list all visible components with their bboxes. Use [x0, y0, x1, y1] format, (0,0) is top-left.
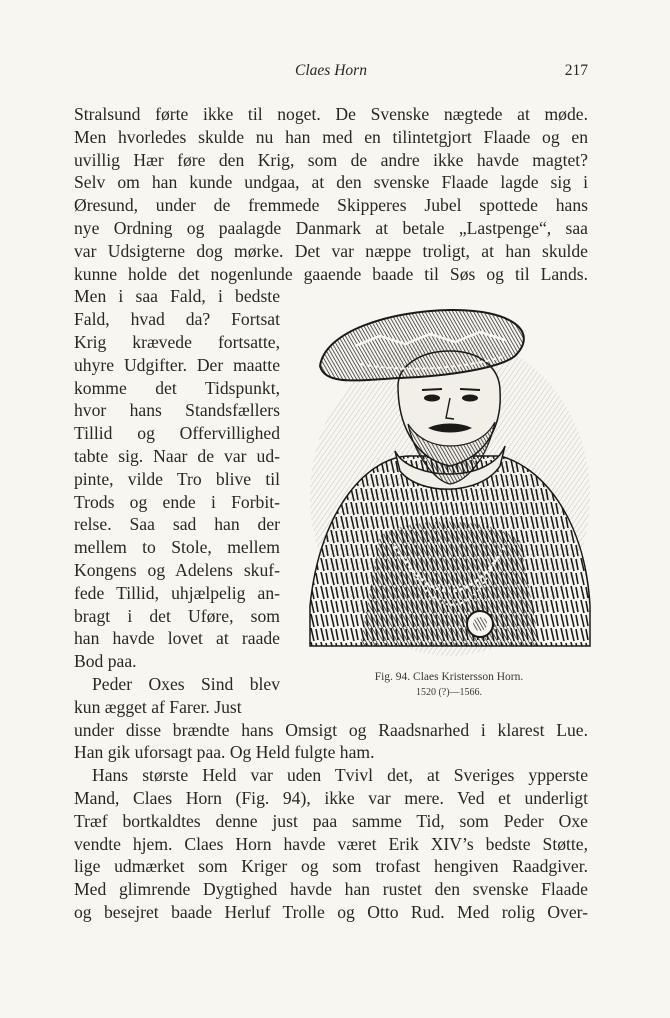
text-line: Mand, Claes Horn (Fig. 94), ikke var mere. Ved et underligt: [74, 787, 588, 808]
text-line: fede Tillid, uhjælpelig an-: [74, 582, 280, 603]
portrait-engraving: [300, 306, 592, 666]
text-line: kunne holde det nogenlunde gaaende baade til Søs og til Lands.: [74, 263, 588, 284]
text-line: tabte sig. Naar de var ud-: [74, 445, 280, 466]
text-line: Men i saa Fald, i bedste: [74, 286, 280, 307]
text-line: hvor hans Standsfællers: [74, 400, 280, 421]
text-line: bragt i det Uføre, som: [74, 605, 280, 626]
text-line: Krig krævede fortsatte,: [74, 331, 280, 352]
text-line: nye Ordning og paalagde Danmark at betale „Lastpenge“, saa: [74, 217, 588, 238]
text-line: Fald, hvad da? Fortsat: [74, 309, 280, 330]
text-line: Bod paa.: [74, 651, 137, 672]
paragraph-2-full: [74, 696, 588, 764]
text-line: Han gik uforsagt paa. Og Held fulgte ham.: [74, 742, 375, 763]
text-line: Tillid og Offervillighed: [74, 423, 280, 444]
text-line: under disse brændte hans Omsigt og Raadsnarhed i klarest Lue.: [74, 719, 588, 740]
text-line: Men hvorledes skulde nu han med en tilintetgjort Flaade og en: [74, 126, 588, 147]
text-line: mellem to Stole, mellem: [74, 537, 280, 558]
figure-caption: [336, 669, 562, 701]
text-line: uhyre Udgifter. Der maatte: [74, 354, 280, 375]
page-number: 217: [564, 62, 588, 79]
running-title: Claes Horn: [295, 62, 367, 79]
paragraph-3: [74, 764, 588, 924]
text-line: han havde lovet at raade: [74, 628, 280, 649]
text-line: vendte hjem. Claes Horn havde været Erik XIV’s bedste Støtte,: [74, 833, 588, 854]
text-line: Med glimrende Dygtighed havde han rustet den svenske Flaade: [74, 879, 588, 900]
coat: [360, 522, 540, 646]
text-line: pinte, vilde Tro blive til: [74, 468, 280, 489]
caption-title: Fig. 94. Claes Kristersson Horn.: [374, 671, 524, 683]
text-line: relse. Saa sad han der: [74, 514, 280, 535]
text-line: Hans største Held var uden Tvivl det, at Sveriges ypperste: [92, 765, 588, 786]
text-line: Peder Oxes Sind blev: [92, 673, 280, 694]
running-header: [74, 62, 588, 84]
text-line: Trods og ende i Forbit-: [74, 491, 280, 512]
text-line: kun ægget af Farer. Just: [74, 696, 242, 717]
text-line: og besejret baade Herluf Trolle og Otto Rud. Med rolig Over-: [74, 901, 588, 922]
text-line: uvillig Hær føre den Krig, som de andre ikke havde magtet?: [74, 149, 588, 170]
text-line: Øresund, under de fremmede Skipperes Jubel spottede hans: [74, 195, 588, 216]
paragraph-1-full: [74, 103, 588, 285]
narrow-column: [74, 285, 280, 695]
text-line: lige udmærket som Kriger og som trofast hengiven Raadgiver.: [74, 856, 588, 877]
text-line: Stralsund førte ikke til noget. De Svenske nægtede at møde.: [74, 104, 588, 124]
text-line: var Udsigterne dog mørke. Det var næppe troligt, at han skulde: [74, 240, 588, 261]
text-line: Kongens og Adelens skuf-: [74, 559, 280, 580]
text-line: komme det Tidspunkt,: [74, 377, 280, 398]
text-line: Træf bortkaldtes denne just paa samme Tid, som Peder Oxe: [74, 810, 588, 831]
text-line: Selv om han kunde undgaa, at den svenske Flaade lagde sig i: [74, 172, 588, 193]
caption-dates: 1520 (?)—1566.: [415, 687, 483, 698]
